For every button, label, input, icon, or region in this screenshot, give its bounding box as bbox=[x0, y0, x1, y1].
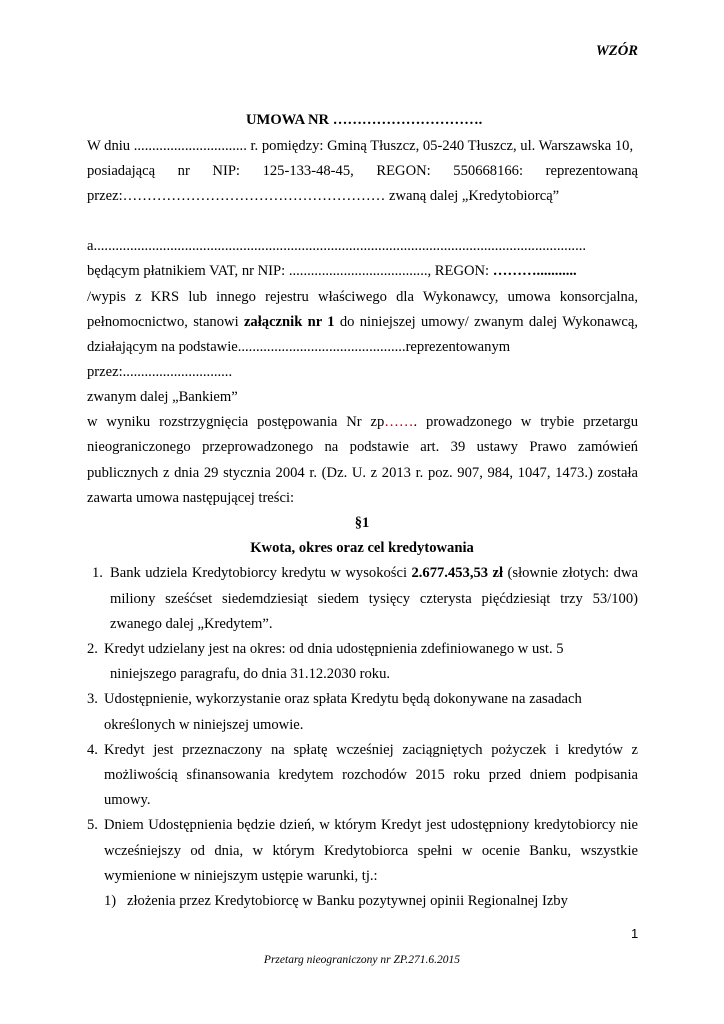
item-4-line-3: umowy. bbox=[104, 792, 151, 808]
item-1-line-2: miliony sześćset siedemdziesiąt siedem tysięcy czterysta pięćdziesiąt trzy 53/100) bbox=[110, 591, 638, 607]
item-1-text-pre: Bank udziela Kredytobiorcy kredytu w wysokości bbox=[110, 565, 412, 581]
page-number: 1 bbox=[631, 926, 639, 941]
contract-title: UMOWA NR …………………………. bbox=[246, 112, 483, 128]
intro-line-2: posiadającą nr NIP: 125-133-48-45, REGON: 550668166: reprezentowaną bbox=[87, 163, 638, 179]
attachment-ref: załącznik nr 1 bbox=[243, 314, 335, 330]
zp-number-placeholder: …… bbox=[384, 414, 414, 430]
item-1-line-3: zwanego dalej „Kredytem”. bbox=[110, 616, 273, 632]
item-5-line-1: Dniem Udostępnienia będzie dzień, w którym Kredyt jest udostępniony kredytobiorcy nie bbox=[104, 817, 638, 833]
vat-text: będącym płatnikiem VAT, nr NIP: ......................................, REGON: bbox=[87, 263, 493, 279]
section-number: §1 bbox=[354, 515, 370, 531]
item-3-line-2: określonych w niniejszej umowie. bbox=[104, 717, 304, 733]
krs-text-pre: pełnomocnictwo, stanowi bbox=[87, 314, 244, 330]
item-1-text-post: (słownie złotych: dwa bbox=[503, 565, 639, 581]
item-2-number: 2. bbox=[87, 641, 98, 657]
krs-line-3-row bbox=[87, 338, 638, 356]
item-5-sub-1-number: 1) bbox=[104, 893, 117, 909]
item-5-number: 5. bbox=[87, 817, 98, 833]
result-line-3: publicznych z dnia 29 stycznia 2004 r. (Dz. U. z 2013 r. poz. 907, 984, 1047, 1473.) została bbox=[87, 465, 638, 481]
credit-amount: 2.677.453,53 zł bbox=[411, 565, 504, 581]
intro-line-3: przez:……………………………………………… zwaną dalej „Kredytobiorcą” bbox=[87, 188, 560, 204]
result-text-post: . prowadzonego w trybie przetargu bbox=[413, 414, 638, 430]
item-4-number: 4. bbox=[87, 742, 98, 758]
wzor-label: WZÓR bbox=[595, 43, 638, 59]
item-5-line-3: wymienione w niniejszym ustępie warunki, tj.: bbox=[104, 868, 378, 884]
krs-line-3 bbox=[87, 338, 638, 356]
item-1-line-1 bbox=[110, 564, 638, 582]
regon-placeholder: ………........... bbox=[492, 263, 577, 279]
krs-line-1: /wypis z KRS lub innego rejestru właściwego dla Wykonawcy, umowa konsorcjalna, bbox=[87, 289, 638, 305]
result-line-2: nieograniczonego przeprowadzonego na podstawie art. 39 ustawy Prawo zamówień bbox=[87, 439, 638, 455]
section-title: Kwota, okres oraz cel kredytowania bbox=[250, 540, 474, 556]
item-4-line-2: możliwością sfinansowania kredytem rozchodów 2015 roku przed dniem podpisania bbox=[104, 767, 638, 783]
contractor-line: a....................................................................................................................................... bbox=[87, 238, 587, 254]
intro-line-1: W dniu ............................... r. pomiędzy: Gminą Tłuszcz, 05-240 Tłuszcz, ul. Warszawska 10, bbox=[87, 138, 634, 154]
item-1-number: 1. bbox=[92, 565, 103, 581]
krs-line-2 bbox=[87, 313, 638, 331]
item-2-line-2: niniejszego paragrafu, do dnia 31.12.2030 roku. bbox=[110, 666, 391, 682]
bank-line: zwanym dalej „Bankiem” bbox=[87, 389, 238, 405]
krs-line-3-text: działającym na podstawie..............................................reprezentowanym bbox=[87, 339, 511, 355]
item-3-number: 3. bbox=[87, 691, 98, 707]
item-4-line-1: Kredyt jest przeznaczony na spłatę wcześniej zaciągniętych pożyczek i kredytów z bbox=[104, 742, 638, 758]
result-line-1 bbox=[87, 413, 638, 431]
result-line-4: zawarta umowa następującej treści: bbox=[87, 490, 295, 506]
vat-line bbox=[87, 262, 577, 280]
item-3-line-1: Udostępnienie, wykorzystanie oraz spłata Kredytu będą dokonywane na zasadach bbox=[104, 691, 582, 707]
result-text-pre: w wyniku rozstrzygnięcia postępowania Nr zp bbox=[87, 414, 385, 430]
item-2-line-1: Kredyt udzielany jest na okres: od dnia udostępnienia zdefiniowanego w ust. 5 bbox=[104, 641, 564, 657]
krs-text-post: do niniejszej umowy/ zwanym dalej Wykonawcą, bbox=[334, 314, 638, 330]
item-5-line-2: wcześniejszy od dnia, w którym Kredytobiorca spełni w ocenie Banku, wszystkie bbox=[104, 843, 638, 859]
item-5-sub-1-text: złożenia przez Kredytobiorcę w Banku pozytywnej opinii Regionalnej Izby bbox=[127, 893, 568, 909]
footer-tender-number: Przetarg nieograniczony nr ZP.271.6.2015 bbox=[263, 954, 461, 966]
krs-line-4: przez:.............................. bbox=[87, 364, 233, 380]
